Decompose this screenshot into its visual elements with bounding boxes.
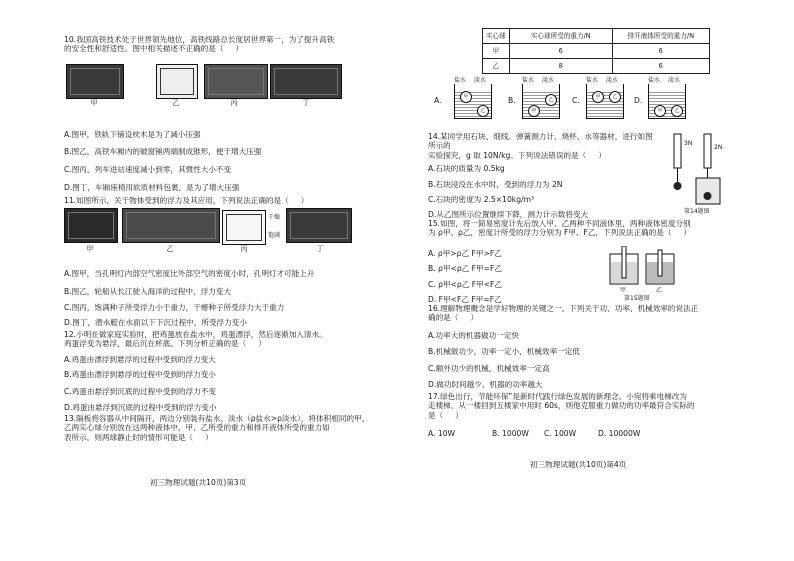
q10-caption-ding: 丁 [302, 99, 310, 107]
q15-option-c: C. ρ甲<ρ乙 F甲<F乙 [428, 280, 503, 289]
q14-figure-caption: 第14题图 [684, 208, 710, 215]
q14-label-2n: 2N [714, 144, 723, 151]
q15-option-a: A. ρ甲>ρ乙 F甲>F乙 [428, 249, 502, 258]
beaker-water [696, 178, 720, 204]
q13-choice-d-right-label: 淡水 [668, 77, 681, 84]
q17-stem: 17.绿色出行，节能环保”是新时代践行绿色发展的新理念。小宛将乘电梯改为 走楼梯，从一楼回到五楼家中用时 60s，则他克服重力做功的功率最符合实际的 是（ ） [428, 392, 695, 420]
stone-yi [704, 192, 712, 200]
q10-option-b: B.图乙，高铁车厢内的破窗锤两端制成锥形，便于增大压强 [64, 147, 262, 156]
q11-caption-bing: 丙 [240, 245, 248, 253]
q12-option-c: C.鸡蛋由悬浮到沉底的过程中受到的浮力不变 [64, 387, 216, 396]
q11-option-a: A.图甲，当孔明灯内部空气密度比外部空气的密度小时，孔明灯才可能上升 [64, 269, 315, 278]
table-cell: 8 [509, 59, 612, 74]
q11-photo-submarine [286, 208, 352, 243]
q11-label-full: 饱满 [268, 232, 281, 239]
q13-choice-a-letter: A. [434, 96, 442, 105]
q13-choice-c-letter: C. [572, 96, 580, 105]
q11-option-b: B.图乙，轮船从长江驶入海洋的过程中，浮力变大 [64, 287, 232, 296]
q16-option-c: C.额外功少的机械，机械效率一定高 [428, 364, 550, 373]
q13-ball-yi: 乙 [477, 105, 489, 117]
q13-choice-c-beaker [586, 84, 624, 119]
q10-photo-rail [66, 64, 124, 99]
q14-stem: 14.某同学用石块、细线、弹簧测力计、烧杯、水等器材，进行如图所示的 实验探究，g 取 10N/kg。下列说法错误的是（ ） [428, 132, 653, 160]
q13-choice-c-right-label: 淡水 [606, 77, 619, 84]
table-cell: 6 [612, 44, 709, 59]
q11-option-c: C.图丙，饱满种子所受浮力小于重力，干瘪种子所受浮力大于重力 [64, 303, 285, 312]
q10-option-d: D.图丁，车厢座椅用软质材料包裹，是为了增大压强 [64, 183, 240, 192]
q16-option-a: A.功率大的机器做功一定快 [428, 331, 520, 340]
q11-photo-seeds [222, 210, 266, 245]
q15-stem: 15.如图，将一简易密度计先后放入甲、乙两种不同液体里，两种液体密度分别 为 ρ甲、ρ乙，密度计所受的浮力分别为 F甲、F乙，下列说法正确的是（ ） [428, 219, 692, 238]
q11-photo-lantern [64, 208, 118, 243]
q13-choice-d-beaker [648, 84, 686, 119]
q11-option-d: D.图丁，潜水艇在水面以下下沉过程中，所受浮力变小 [64, 318, 247, 327]
q17-option-d: D. 10000W [598, 429, 641, 438]
q13-ball-yi: 乙 [545, 94, 557, 106]
q10-caption-jia: 甲 [90, 99, 98, 107]
q11-label-dry: 干燥 [268, 214, 281, 221]
q15-option-d: D. F甲<F乙 F甲=F乙 [428, 295, 502, 304]
q13-data-table [482, 28, 710, 74]
q13-choice-c-left-label: 盐水 [586, 77, 599, 84]
table-header-row [483, 29, 710, 44]
q12-stem: 12.小明在做家庭实验时，把鸡蛋放在盐水中，鸡蛋漂浮，然后逐渐加入清水。 鸡蛋浮变为悬浮，最后沉在杯底。下列分析正确的是（ ） [64, 330, 327, 349]
q13-ball-jia: 甲 [528, 105, 540, 117]
q13-choice-d-left-label: 盐水 [648, 77, 661, 84]
table-cell: 6 [612, 59, 709, 74]
q16-option-d: D.做功时间越少，机器的功率越大 [428, 380, 543, 389]
q13-ball-yi: 乙 [609, 91, 621, 103]
q12-option-a: A.鸡蛋由漂浮到悬浮的过程中受到的浮力变大 [64, 355, 216, 364]
q14-option-a: A.石块的质量为 0.5kg [428, 164, 505, 173]
q17-option-b: B. 1000W [492, 429, 529, 438]
q15-figure-caption: 第15题图 [624, 295, 650, 302]
table-cell: 乙 [483, 59, 510, 74]
q15-option-b: B. ρ甲<ρ乙 F甲=F乙 [428, 264, 502, 273]
q13-choice-b-letter: B. [508, 96, 516, 105]
q17-option-c: C. 100W [544, 429, 577, 438]
q11-stem: 11.如图所示，关于物体受到的浮力及其应用，下列说法正确的是（ ） [64, 196, 309, 205]
table-cell: 甲 [483, 44, 510, 59]
q15-figure [608, 246, 678, 290]
table-header-cell: 实心球所受的重力/N [509, 29, 612, 44]
right-page-footer: 初三物理试题(共10页)第4页 [530, 460, 627, 469]
stone-jia [674, 182, 682, 190]
table-header-cell: 排开液体所受的重力/N [612, 29, 709, 44]
q13-choice-a-beaker [454, 84, 492, 119]
q10-stem: 10.我国高铁技术处于世界领先地位，高铁线路总长度居世界第一，为了提升高铁 的安全性和舒适性。图中相关描述不正确的是（ ） [64, 35, 335, 54]
q13-choice-b-left-label: 盐水 [522, 77, 535, 84]
q11-caption-jia: 甲 [86, 245, 94, 253]
q12-option-d: D.鸡蛋由悬浮到沉底的过程中受到的浮力变小 [64, 403, 217, 412]
q11-caption-ding: 丁 [316, 245, 324, 253]
q12-option-b: B.鸡蛋由漂浮到悬浮的过程中受到的浮力变小 [64, 370, 216, 379]
q14-option-b: B.石块浸没在水中时，受到的浮力为 2N [428, 180, 563, 189]
q10-photo-seats [270, 64, 342, 99]
q14-option-c: C.石块的密度为 2.5×10kg/m³ [428, 195, 535, 204]
q10-photo-hammer [156, 64, 198, 99]
spring-scale-yi [704, 134, 711, 168]
table-cell: 6 [509, 44, 612, 59]
q10-caption-bing: 丙 [230, 99, 238, 107]
spring-scale-jia [674, 134, 681, 168]
q13-ball-jia: 甲 [592, 91, 604, 103]
q13-ball-jia: 甲 [460, 91, 472, 103]
q13-choice-d-letter: D. [634, 96, 643, 105]
q14-label-3n: 3N [684, 140, 693, 147]
table-header-cell: 实心球 [483, 29, 510, 44]
table-row [483, 59, 710, 74]
q16-option-b: B.机械做功少，功率一定小，机械效率一定低 [428, 347, 580, 356]
q10-caption-yi: 乙 [172, 99, 180, 107]
q16-stem: 16.理解物理概念是学好物理的关键之一。下列关于功、功率、机械效率的说法正 确的是（ ） [428, 304, 699, 323]
q13-choice-b-beaker [522, 84, 560, 119]
q15-label-yi: 乙 [656, 287, 663, 294]
q13-choice-b-right-label: 淡水 [542, 77, 555, 84]
q14-figure [664, 130, 736, 220]
q17-option-a: A. 10W [428, 429, 456, 438]
q13-ball-jia: 甲 [654, 105, 666, 117]
q15-label-jia: 甲 [620, 287, 627, 294]
q10-option-a: A.图甲，铁轨下铺设枕木是为了减小压强 [64, 130, 201, 139]
left-page-footer: 初三物理试题(共10页)第3页 [150, 478, 247, 487]
q13-choice-a-right-label: 淡水 [474, 77, 487, 84]
hydrometer-yi [658, 250, 662, 276]
q14-option-d: D.从乙图所示位置继续下降，测力计示数将变大 [428, 210, 589, 219]
q11-caption-yi: 乙 [166, 245, 174, 253]
q10-option-c: C.图丙，列车进站速度减小到零，其惯性大小不变 [64, 165, 232, 174]
table-row [483, 44, 710, 59]
q10-photo-train [204, 64, 268, 99]
q11-photo-ship [122, 208, 220, 243]
q13-choice-a-left-label: 盐水 [454, 77, 467, 84]
hydrometer-jia [622, 246, 626, 278]
q13-stem: 13.隔板将容器从中间隔开，两边分别装有盐水、淡水（ρ盐水>ρ淡水），将体积相同的甲、 乙两实心球分别放在这两种液体中，甲、乙所受的重力和排开液体所受的重力如 表所示，则两球静止时的情形可能是（ ） [64, 414, 370, 442]
q13-ball-yi: 乙 [671, 105, 683, 117]
